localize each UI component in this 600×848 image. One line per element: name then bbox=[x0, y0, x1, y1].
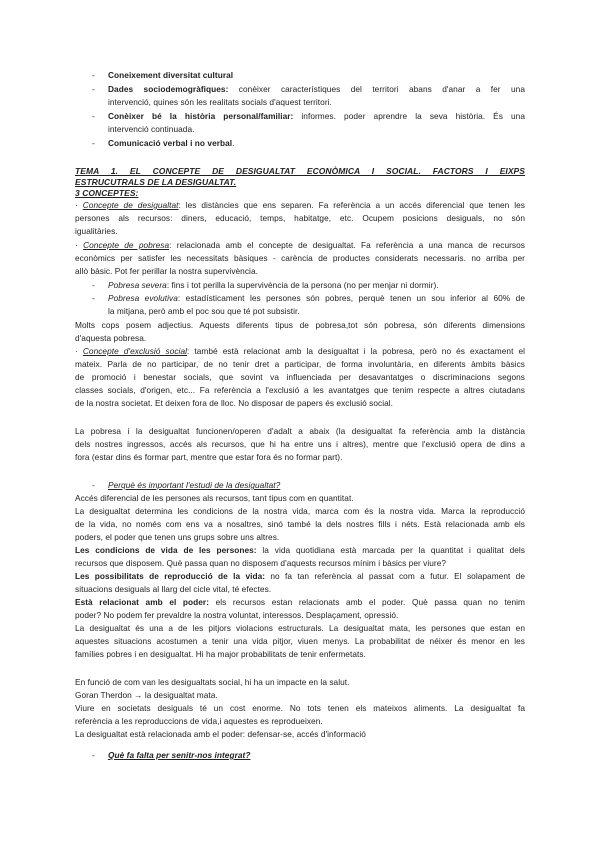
bullet-dash: - bbox=[92, 138, 95, 148]
desigualtat-paragraph: · Concepte de desigualtat: les distàncies que ens separen. Fa referència a un accés diferencial que tenen les bbox=[75, 200, 525, 210]
desigualtat-paragraph-line: persones als recursos: diners, educació, temps, habitatge, etc. Ocupem posicions desiguals, no són bbox=[75, 213, 525, 223]
intro-item-3: Conèixer bé la història personal/familiar: informes. poder aprendre la seva història. És una bbox=[108, 111, 525, 121]
pobresa-paragraph: · Concepte de pobresa: relacionada amb el concepte de desigualtat. Fa referència a una manca de recursos bbox=[75, 240, 525, 250]
pobresa-evolutiva-cont: la mitjana, però amb el poc sou que té pot subsistir. bbox=[108, 306, 300, 316]
molts-cops-paragraph: Molts cops posem adjectius. Aquests diferents tipus de pobresa,tot són pobresa, són diferents dimensions bbox=[75, 320, 525, 330]
pobresa-desigualtat-paragraph-line: dels nostres ingressos, accés als recursos, que hi ha entre uns i altres), mentre que l'exclusió opera de dins a bbox=[75, 439, 525, 449]
tema-title: TEMA 1. EL CONCEPTE DE DESIGUALTAT ECONÒMICA I SOCIAL. FACTORS I EIXPS bbox=[75, 166, 525, 176]
tema-title-cont: ESTRUCUTRALS DE LA DESIGUALTAT. bbox=[75, 177, 237, 187]
exclusio-paragraph: · Concepte d'exclusió social: també està relacionat amb la desigualtat i la pobresa, però no és exactament el bbox=[75, 346, 526, 356]
bullet-dash: - bbox=[92, 111, 95, 121]
exclusio-paragraph-line: mateix. Parla de no participar, de no tenir dret a participar, de forma involuntària, en diferents àmbits bàsics bbox=[75, 359, 525, 369]
poder-line: La desigualtat està relacionada amb el poder: defensar-se, accés d'informació bbox=[75, 729, 366, 739]
intro-item-4: Comunicació verbal i no verbal. bbox=[108, 138, 235, 148]
question-heading-1: Perquè és important l'estudi de la desigualtat? bbox=[108, 480, 281, 490]
poder-paragraph: Està relacionat amb el poder: els recursos estan relacionats amb el poder. Què passa quan no tenim bbox=[75, 597, 525, 607]
possibilitats-paragraph: Les possibilitats de reproducció de la vida: no fa tan referència al passat com a futur. El solapament de bbox=[75, 571, 525, 581]
exclusio-paragraph-line: de la nostra societat. Et deixen fora de lloc. No disposar de papers és exclusió social. bbox=[75, 398, 394, 408]
exclusio-paragraph-line: de promoció i benestar socials, que sovint va influenciada per desavantatges o discriminacions segons bbox=[75, 372, 525, 382]
bullet-dash: - bbox=[92, 750, 95, 760]
molts-cops-paragraph-line: d'aquesta pobresa. bbox=[75, 333, 147, 343]
bullet-dash: - bbox=[92, 480, 95, 490]
acces-line: Accés diferencial de les persones als recursos, tant tipus com en quantitat. bbox=[75, 493, 354, 503]
intro-item-3-cont: intervenció continuada. bbox=[108, 124, 195, 134]
intro-item-2-cont: intervenció, quines són les realitats socials d'aquest territori. bbox=[108, 97, 332, 107]
bullet-dash: - bbox=[92, 70, 95, 80]
violacions-paragraph-line: aquestes situacions acostumen a tenir una vida pitjor, viuen menys. La probabilitat de néixer és menor en les bbox=[75, 636, 525, 646]
bullet-dash: - bbox=[92, 293, 95, 303]
intro-item-2: Dades sociodemogràfiques: conèixer característiques del territori abans d'anar a fer una bbox=[108, 84, 525, 94]
viure-paragraph-line: referència a les reproduccions de vida,i aquestes es reprodueixen. bbox=[75, 716, 323, 726]
bullet-dash: - bbox=[92, 280, 95, 290]
violacions-paragraph-line: famílies pobres i en desigualtat. Hi ha major probabilitats de tenir enfermetats. bbox=[75, 649, 366, 659]
pobresa-paragraph-line: econòmics per satisfer les necessitats bàsiques - carència de productes considerats necessaris. no arriba per bbox=[75, 253, 525, 263]
pobresa-paragraph-line: allò bàsic. Pot fer perillar la nostra supervivència. bbox=[75, 266, 258, 276]
desigualtat-paragraph-line: igualitàries. bbox=[75, 226, 118, 236]
pobresa-evolutiva-item: Pobresa evolutiva: estadísticament les persones són pobres, perquè tenen un sou inferior al 60% de bbox=[108, 293, 525, 303]
possibilitats-paragraph-line: situacions desiguals al llarg del cicle vital, té efectes. bbox=[75, 584, 272, 594]
question-heading-2: Què fa falta per senitr-nos integrat? bbox=[108, 750, 251, 760]
condicions-paragraph: Les condicions de vida de les persones: la vida quotidiana està marcada per la quantitat i qualitat dels bbox=[75, 545, 526, 555]
exclusio-paragraph-line: classes socials, d'origen, etc... Fa referència a l'exclusió a les avantatges que tenim respecte a altres ciutadans bbox=[75, 385, 525, 395]
pobresa-desigualtat-paragraph: La pobresa i la desigualtat funcionen/operen d'adalt a abaix (la desigualtat fa referència amb la distància bbox=[75, 426, 525, 436]
bullet-dash: - bbox=[92, 84, 95, 94]
determina-paragraph: La desigualtat determina les condicions de la nostra vida, marca com és la nostra vida. Marca la reproducció bbox=[75, 506, 525, 516]
condicions-paragraph-line: recursos que disposem. Què passa quan no disposem d'aquests recursos mínim i bàsics per viure? bbox=[75, 558, 447, 568]
determina-paragraph-line: poders, el poder que tenen uns grups sobre uns altres. bbox=[75, 532, 280, 542]
determina-paragraph-line: de la vida, no només com ens va a nosaltres, sinó també la dels nostres fills i néts. Està relacionada amb els bbox=[75, 519, 525, 529]
intro-item-1: Coneixement diversitat cultural bbox=[108, 70, 234, 80]
conceptes-heading: 3 CONCEPTES: bbox=[75, 188, 139, 198]
poder-paragraph-line: poder? No podem fer prevaldre la nostra voluntat, interessos. Desplaçament, opressió. bbox=[75, 610, 399, 620]
goran-line: Goran Therdon → la desigualtat mata. bbox=[75, 690, 218, 700]
violacions-paragraph: La desigualtat és una a de les pitjors violacions estructurals. La desigualtat mata, les persones que estan en bbox=[75, 623, 525, 633]
pobresa-desigualtat-paragraph-line: fora (estar dins és formar part, mentre que estar fora és no formar part). bbox=[75, 452, 343, 462]
viure-paragraph: Viure en societats desiguals té un cost enorme. No tots tenen els mateixos aliments. La desigualtat fa bbox=[75, 703, 525, 713]
pobresa-severa-item: Pobresa severa: fins i tot perilla la supervivència de la persona (no per menjar ni dormir). bbox=[108, 280, 439, 290]
salut-line: En funció de com van les desigualtats social, hi ha un impacte en la salut. bbox=[75, 677, 350, 687]
